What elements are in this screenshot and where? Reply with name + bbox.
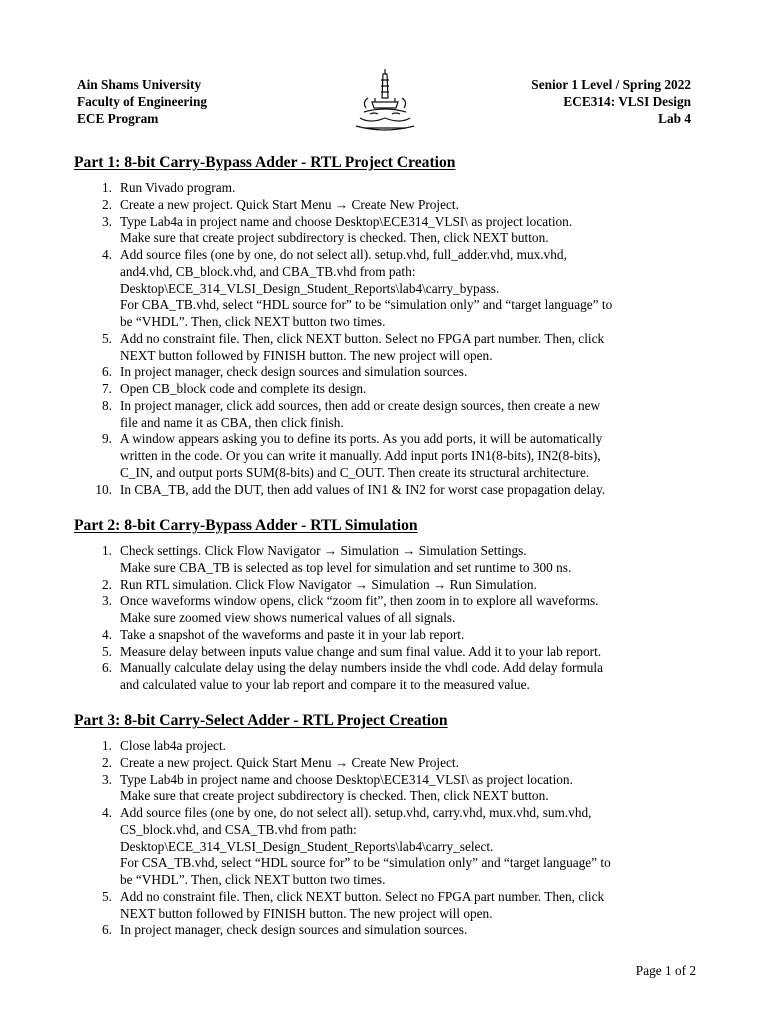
list-item: [74, 381, 694, 398]
part-3-title: Part 3: 8-bit Carry-Select Adder - RTL Project Creation: [74, 712, 448, 729]
step-text-line: be “VHDL”. Then, click NEXT button two times.: [120, 872, 386, 887]
step-number: 6.: [102, 660, 112, 676]
step-text-line: CS_block.vhd, and CSA_TB.vhd from path:: [120, 821, 357, 837]
step-text-line: Desktop\ECE_314_VLSI_Design_Student_Reports\lab4\carry_bypass.: [120, 280, 500, 296]
step-text-line: Make sure that create project subdirectory is checked. Then, click NEXT button.: [120, 788, 549, 804]
list-item: [74, 482, 694, 499]
step-number: 3.: [102, 213, 112, 229]
step-number: 1.: [102, 543, 112, 558]
step-number: 5.: [102, 888, 112, 904]
list-item: [74, 738, 694, 755]
list-item: [74, 772, 694, 806]
university-name: Ain Shams University: [77, 77, 202, 92]
list-item: [74, 331, 694, 365]
step-text-line: In project manager, check design sources and simulation sources.: [120, 922, 468, 938]
step-number: 5.: [102, 330, 112, 346]
list-item: [74, 398, 694, 432]
step-number: 9.: [102, 431, 112, 447]
step-text-line: Add no constraint file. Then, click NEXT button. Select no FPGA part number. Then, click: [120, 330, 605, 346]
step-number: 2.: [102, 754, 112, 770]
step-number: 4.: [102, 247, 112, 262]
list-item: [74, 364, 694, 381]
step-text-line: file and name it as CBA, then click finish.: [120, 414, 344, 430]
list-item: [74, 247, 694, 331]
step-text-line: Manually calculate delay using the delay numbers inside the vhdl code. Add delay formula: [120, 660, 603, 676]
step-number: 4.: [102, 626, 112, 642]
step-number: 8.: [102, 397, 112, 413]
step-text-line: Open CB_block code and complete its design.: [120, 381, 367, 396]
program-name: ECE Program: [77, 111, 159, 126]
step-text-line: C_IN, and output ports SUM(8-bits) and C_OUT. Then create its structural architecture.: [120, 464, 590, 480]
list-item: [74, 889, 694, 923]
step-text-line: Take a snapshot of the waveforms and paste it in your lab report.: [120, 626, 465, 642]
list-item: [74, 922, 694, 939]
step-text-line: Create a new project. Quick Start Menu → Create New Project.: [120, 196, 459, 212]
university-emblem-icon: [350, 68, 420, 134]
step-number: 10.: [95, 481, 112, 497]
step-text-line: Add source files (one by one, do not select all). setup.vhd, carry.vhd, mux.vhd, sum.vhd,: [120, 805, 592, 820]
step-text-line: Desktop\ECE_314_VLSI_Design_Student_Reports\lab4\carry_select.: [120, 838, 494, 854]
step-text-line: In project manager, check design sources and simulation sources.: [120, 364, 468, 380]
page-number: Page 1 of 2: [635, 963, 696, 978]
lab-number: Lab 4: [658, 111, 691, 126]
step-text-line: In CBA_TB, add the DUT, then add values of IN1 & IN2 for worst case propagation delay.: [120, 481, 606, 497]
step-number: 3.: [102, 593, 112, 609]
part-2-title: Part 2: 8-bit Carry-Bypass Adder - RTL Simulation: [74, 517, 418, 534]
step-number: 3.: [102, 771, 112, 787]
step-text-line: Create a new project. Quick Start Menu → Create New Project.: [120, 754, 459, 770]
step-number: 5.: [102, 643, 112, 659]
step-text-line: Check settings. Click Flow Navigator → Simulation → Simulation Settings.: [120, 543, 527, 558]
step-text-line: Make sure that create project subdirectory is checked. Then, click NEXT button.: [120, 230, 549, 246]
step-text-line: NEXT button followed by FINISH button. The new project will open.: [120, 905, 493, 921]
step-text-line: Run RTL simulation. Click Flow Navigator → Simulation → Run Simulation.: [120, 576, 537, 592]
part-3-steps: [74, 738, 694, 939]
list-item: [74, 805, 694, 889]
part-1-title: Part 1: 8-bit Carry-Bypass Adder - RTL Project Creation: [74, 154, 456, 171]
step-number: 7.: [102, 381, 112, 396]
step-number: 6.: [102, 364, 112, 380]
step-text-line: In project manager, click add sources, then add or create design sources, then create a new: [120, 397, 601, 413]
step-number: 2.: [102, 196, 112, 212]
part-1-steps: [74, 180, 694, 498]
step-text-line: Type Lab4a in project name and choose Desktop\ECE314_VLSI\ as project location.: [120, 213, 573, 229]
step-text-line: be “VHDL”. Then, click NEXT button two times.: [120, 314, 386, 329]
step-text-line: Type Lab4b in project name and choose Desktop\ECE314_VLSI\ as project location.: [120, 771, 573, 787]
step-text-line: written in the code. Or you can write it manually. Add input ports IN1(8-bits), IN2(8-bits),: [120, 448, 601, 463]
step-text-line: For CSA_TB.vhd, select “HDL source for” to be “simulation only” and “target language” to: [120, 855, 611, 871]
list-item: [74, 431, 694, 481]
step-number: 1.: [102, 180, 112, 195]
list-item: [74, 214, 694, 248]
step-text-line: Make sure CBA_TB is selected as top level for simulation and set runtime to 300 ns.: [120, 559, 572, 575]
step-text-line: Close lab4a project.: [120, 738, 226, 753]
list-item: [74, 627, 694, 644]
header-right: [531, 76, 691, 127]
step-text-line: Make sure zoomed view shows numerical values of all signals.: [120, 610, 456, 625]
part-2-steps: [74, 543, 694, 694]
step-text-line: and4.vhd, CB_block.vhd, and CBA_TB.vhd from path:: [120, 263, 416, 279]
step-text-line: Once waveforms window opens, click “zoom fit”, then zoom in to explore all waveforms.: [120, 593, 599, 609]
step-number: 1.: [102, 738, 112, 753]
list-item: [74, 180, 694, 197]
step-text-line: A window appears asking you to define its ports. As you add ports, it will be automatically: [120, 431, 603, 447]
list-item: [74, 660, 694, 694]
step-text-line: Add source files (one by one, do not select all). setup.vhd, full_adder.vhd, mux.vhd,: [120, 247, 567, 262]
step-text-line: Add no constraint file. Then, click NEXT button. Select no FPGA part number. Then, click: [120, 888, 605, 904]
header-left: [77, 76, 207, 127]
list-item: [74, 644, 694, 661]
step-text-line: For CBA_TB.vhd, select “HDL source for” to be “simulation only” and “target language” to: [120, 297, 613, 313]
step-number: 2.: [102, 576, 112, 592]
course-name: ECE314: VLSI Design: [563, 94, 691, 109]
level-term: Senior 1 Level / Spring 2022: [531, 77, 691, 92]
step-text-line: NEXT button followed by FINISH button. The new project will open.: [120, 347, 493, 363]
list-item: [74, 197, 694, 214]
faculty-name: Faculty of Engineering: [77, 94, 208, 109]
step-text-line: and calculated value to your lab report and compare it to the measured value.: [120, 677, 530, 692]
step-text-line: Measure delay between inputs value change and sum final value. Add it to your lab report.: [120, 643, 602, 659]
list-item: [74, 755, 694, 772]
list-item: [74, 577, 694, 594]
list-item: [74, 593, 694, 627]
step-text-line: Run Vivado program.: [120, 180, 236, 195]
step-number: 6.: [102, 922, 112, 938]
list-item: [74, 543, 694, 577]
step-number: 4.: [102, 805, 112, 820]
